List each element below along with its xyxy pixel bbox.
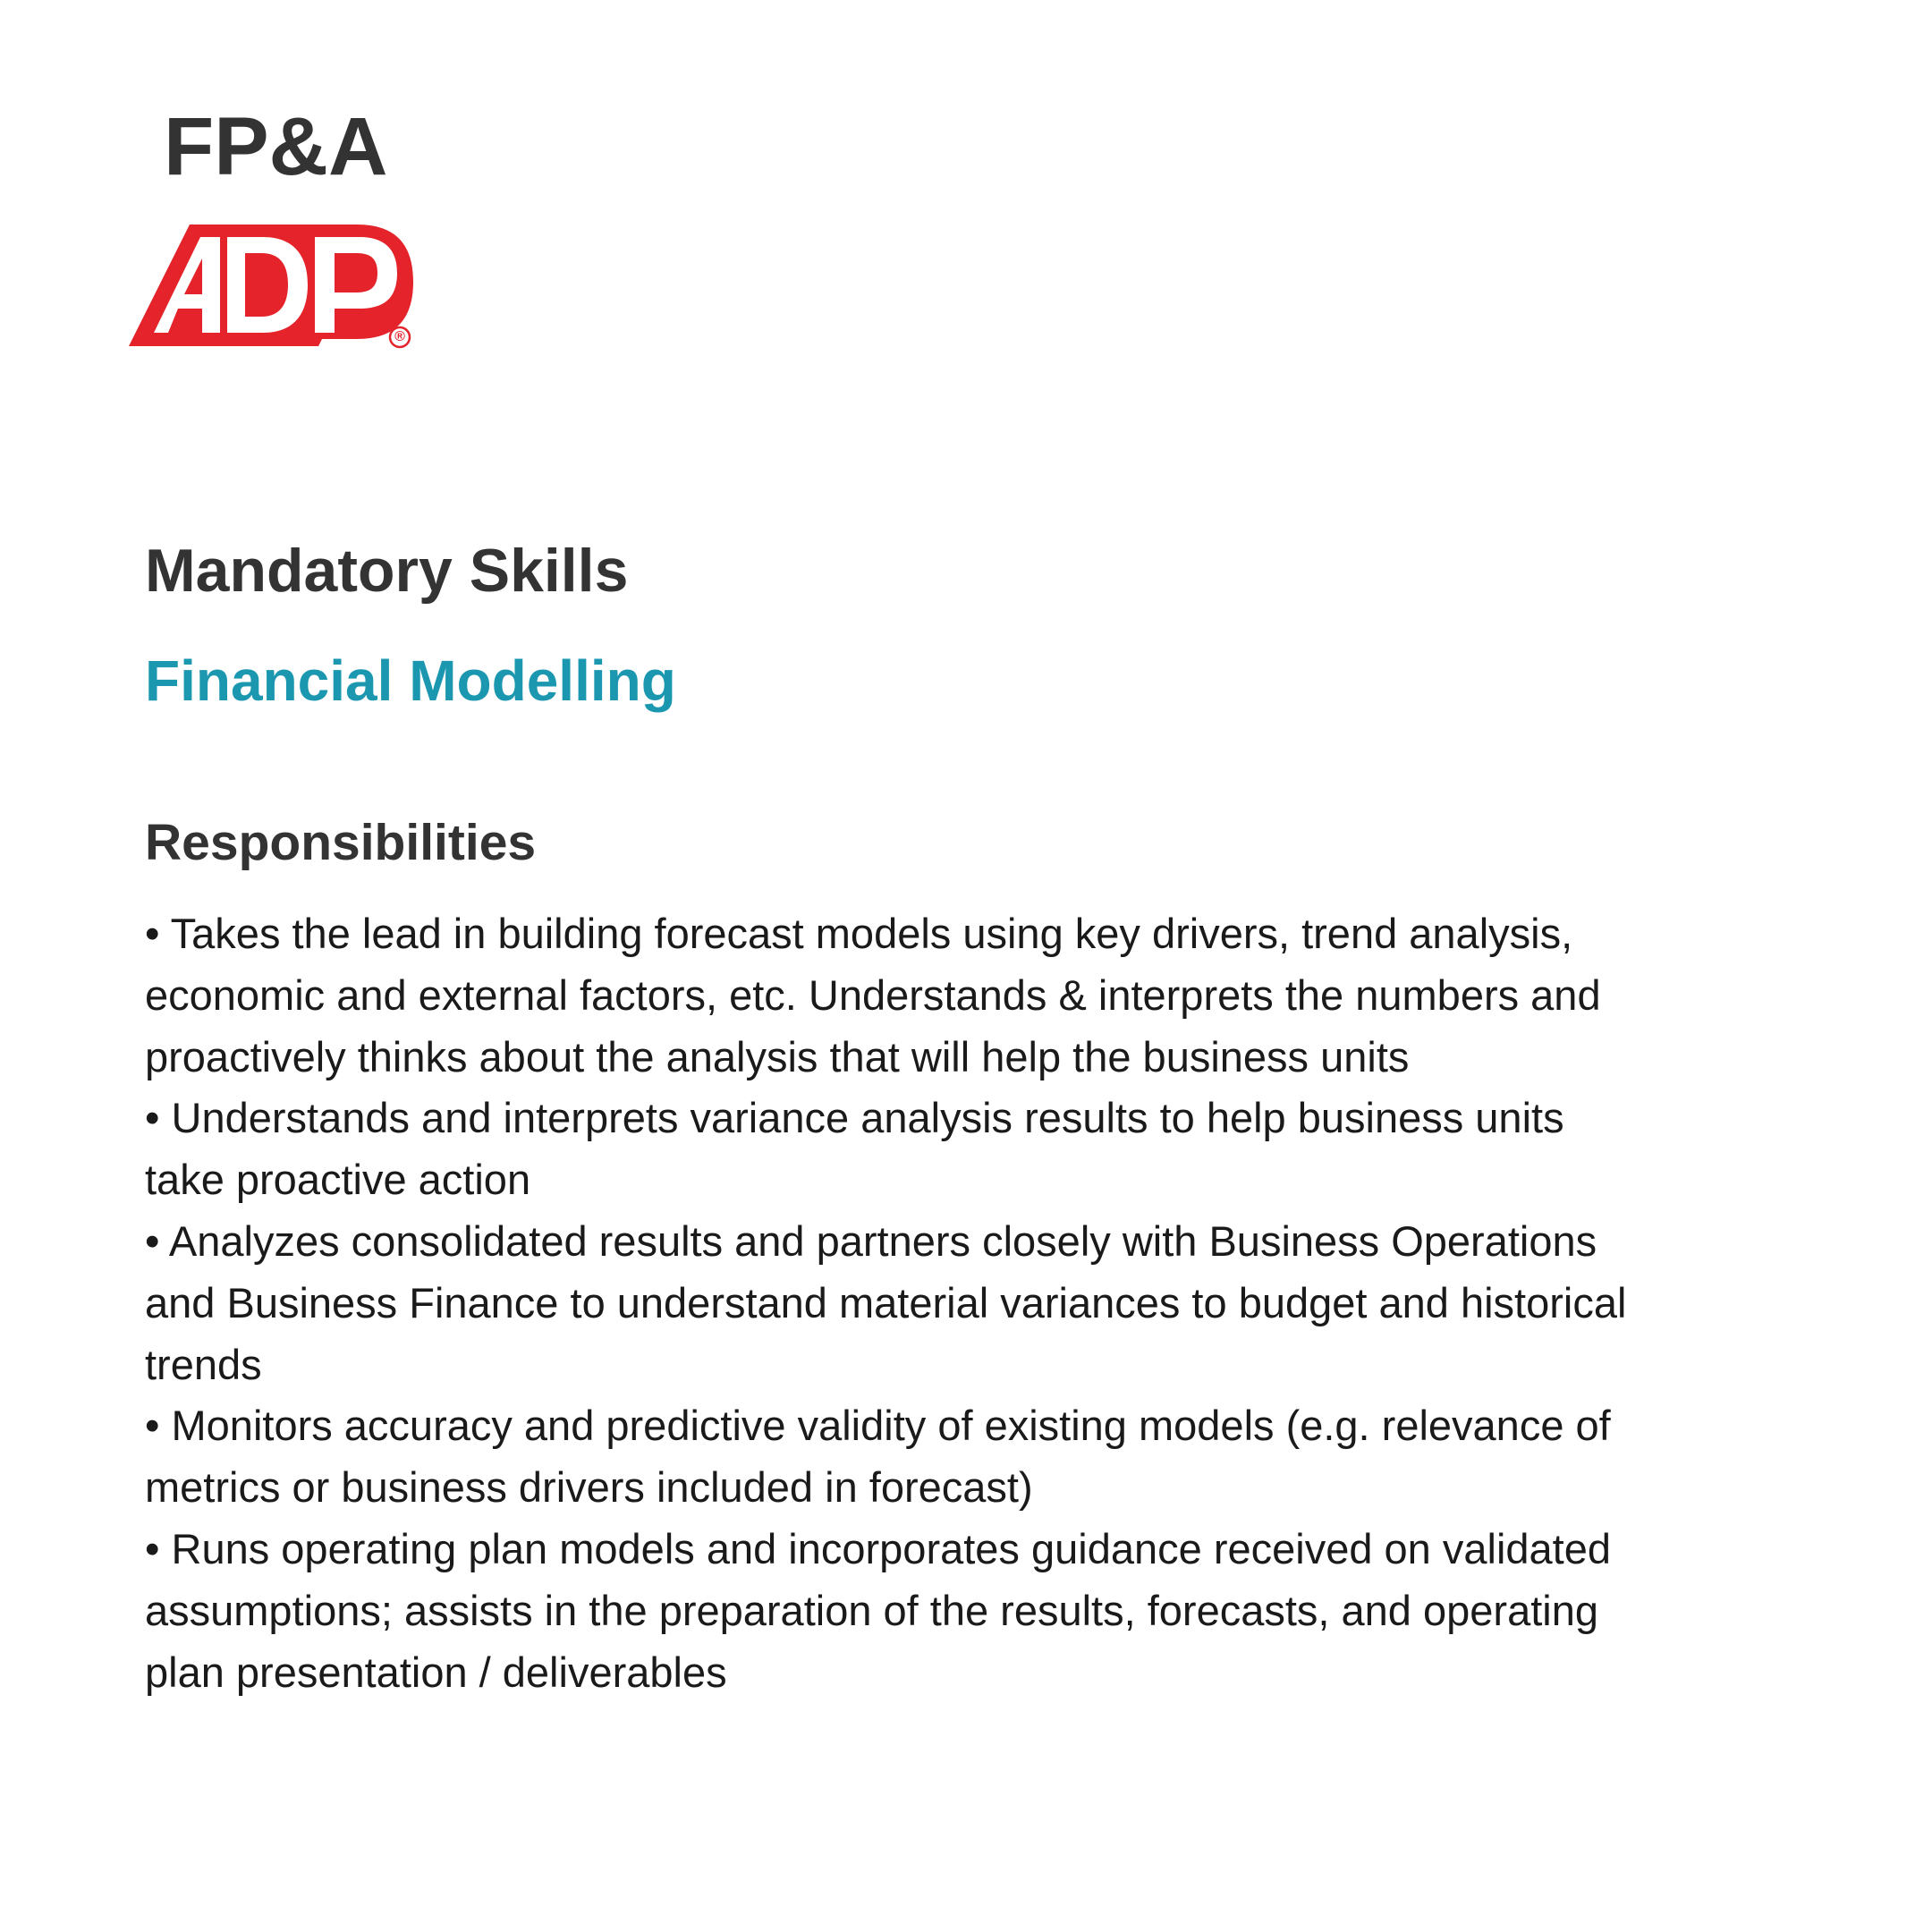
responsibility-item: • Runs operating plan models and incorporates guidance received on validated assumptions; assists in the preparation of the results, forecasts, and operating plan presentation / deliverables [145,1524,1612,1696]
adp-logo-graphic [129,219,415,353]
logo-registered-mark: ® [394,329,405,344]
responsibility-item: • Monitors accuracy and predictive validity of existing models (e.g. relevance of metrics or business drivers included in forecast) [145,1402,1611,1512]
job-title: FP&A [164,101,388,192]
responsibilities-list [145,903,1648,1703]
mandatory-skills-heading: Mandatory Skills [145,537,629,605]
adp-logo [129,219,415,353]
skill-financial-modelling: Financial Modelling [145,648,676,713]
responsibilities-heading: Responsibilities [145,814,537,871]
responsibility-item: • Takes the lead in building forecast models using key drivers, trend analysis, economic and external factors, etc. Understands & interprets the numbers and proactively thinks about the analysis that will help the business units [145,910,1601,1080]
responsibility-item: • Analyzes consolidated results and partners closely with Business Operations and Business Finance to understand material variances to budget and historical trends [145,1216,1627,1388]
responsibility-item: • Understands and interprets variance analysis results to help business units take proactive action [145,1094,1564,1204]
